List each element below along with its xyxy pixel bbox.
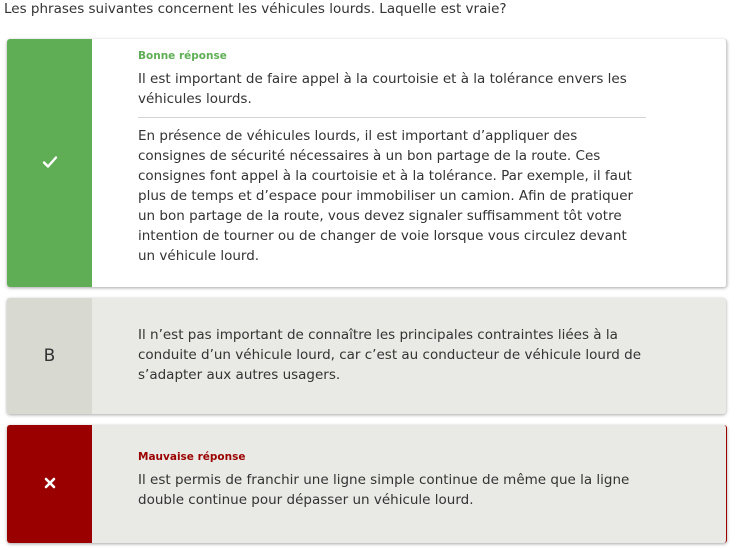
answer-letter: B — [43, 346, 56, 366]
answer-text: Il est important de faire appel à la courtoisie et à la tolérance envers les véhicules lourds. — [138, 71, 627, 107]
check-icon — [42, 154, 58, 173]
x-icon — [43, 475, 57, 494]
answer-option-c[interactable] — [7, 425, 727, 543]
divider — [138, 117, 646, 118]
explanation-text: En présence de véhicules lourds, il est important d’appliquer des consignes de sécurité nécessaires à un bon partage de la route. Ces consignes font appel à la courtoisie et à la tolérance. Par exemple, il faut plus de temps et d’espace pour immobiliser un camion. Afin de pratiquer un bon partage de la route, vous devez signaler suffisamment tôt votre intention de tourner ou de changer de voie lorsque vous circulez devant un véhicule lourd. — [138, 128, 634, 264]
answer-text: Il n’est pas important de connaître les principales contraintes liées à la conduite d’un véhicule lourd, car c’est au conducteur de véhicule lourd de s’adapter aux autres usagers. — [138, 327, 642, 383]
feedback-label: Bonne réponse — [138, 50, 227, 62]
answer-content — [92, 425, 726, 543]
question-text: Les phrases suivantes concernent les véhicules lourds. Laquelle est vraie? — [4, 1, 507, 17]
answer-status-marker — [7, 39, 92, 287]
answer-option-a[interactable] — [7, 39, 727, 287]
answer-letter-marker — [7, 298, 92, 414]
answer-content — [92, 298, 726, 414]
answer-option-b[interactable] — [7, 298, 726, 414]
answer-status-marker — [7, 425, 92, 543]
answer-content — [92, 39, 726, 287]
answer-text: Il est permis de franchir une ligne simple continue de même que la ligne double continue pour dépasser un véhicule lourd. — [138, 472, 630, 508]
feedback-label: Mauvaise réponse — [138, 451, 246, 463]
